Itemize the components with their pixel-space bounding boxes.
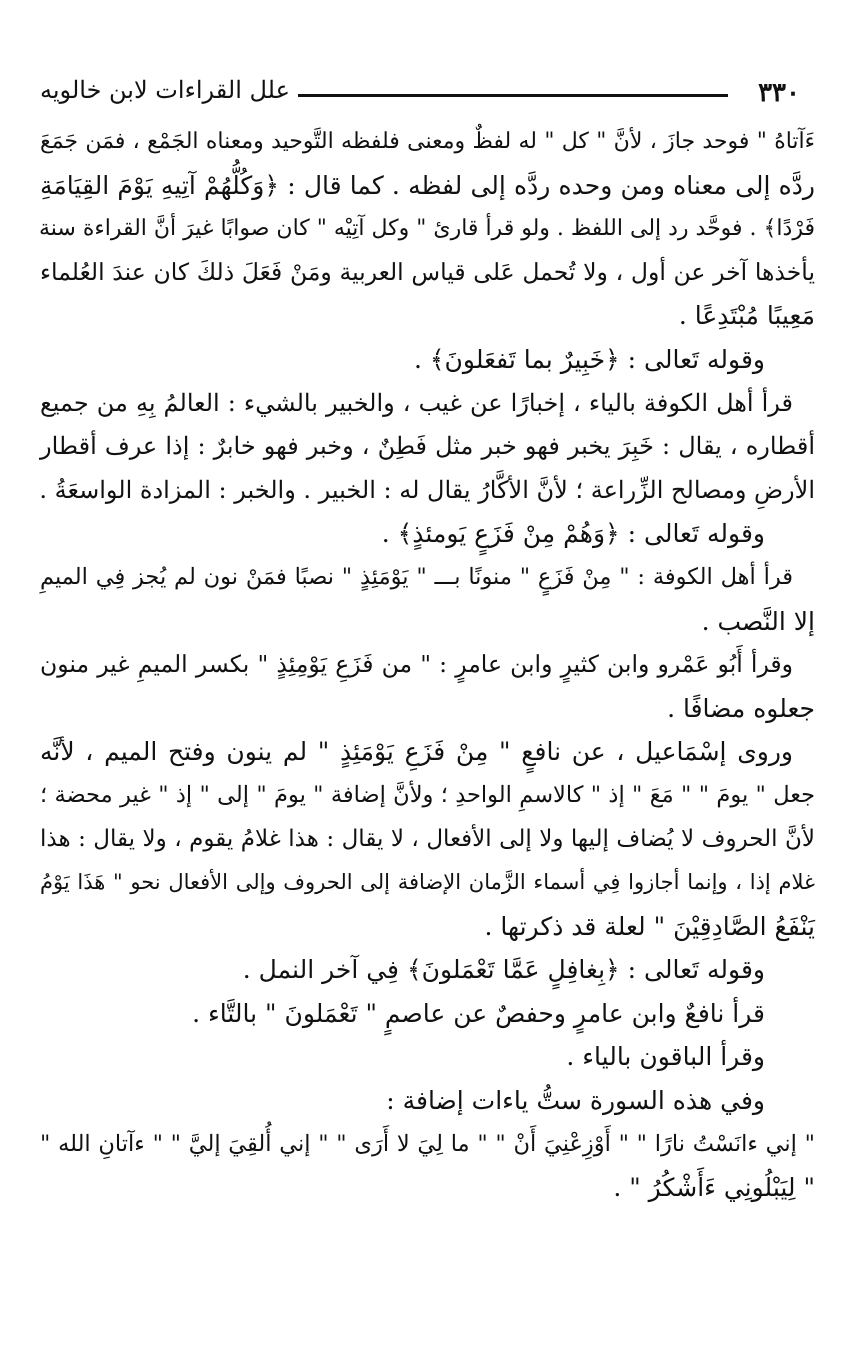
- text-line: " لِيَبْلُونِي ءَأَشْكُرُ " .: [613, 1173, 815, 1203]
- text-line: لأنَّ الحروف لا يُضاف إليها ولا إلى الأفعال ، لا يقال : هذا غلامُ يقوم ، ولا يقال : هذا: [40, 825, 815, 852]
- text-line: قرأ أهل الكوفة بالياء ، إخبارًا عن غيب ، والخبير بالشيء : العالمُ بِهِ من جميع: [40, 388, 793, 417]
- text-line: وقوله تَعالى : ﴿بِغافِلٍ عَمَّا تَعْمَلونَ﴾ فِي آخر النمل .: [242, 955, 765, 985]
- text-line: " إني ءانَسْتُ نارًا " " أَوْزِعْنِيَ أَنْ " " ما لِيَ لا أَرَى " " إني أُلقِيَ إليَّ " " ءآتانِ الله ": [40, 1130, 815, 1157]
- text-line: أقطاره ، يقال : خَبِرَ يخبر فهو خبر مثل فَطِنٌ ، وخبر فهو خابرٌ : إذا عرف أقطار: [40, 432, 815, 461]
- text-line: الأرضِ ومصالح الزِّراعة ؛ لأنَّ الأكَّارُ يقال له : الخبير . والخبر : المزادة الواسعَةُ .: [39, 475, 815, 504]
- book-title: علل القراءات لابن خالويه: [40, 76, 290, 104]
- text-line: إلا النَّصب .: [701, 606, 815, 636]
- text-line: وروى إسْمَاعيل ، عن نافعٍ " مِنْ فَزَعِ يَوْمَئِذٍ " لم ينون وفتح الميم ، لأنَّه: [40, 737, 793, 767]
- text-line: وقرأ الباقون بالياء .: [566, 1042, 765, 1072]
- page-number: ٣٣٠: [758, 78, 800, 108]
- text-line: قرأ أهل الكوفة : " مِنْ فَزَعٍ " منونًا بـــ " يَوْمَئِذٍ " نصبًا فمَنْ نون لم يُجز فِي الميمِ: [40, 563, 793, 590]
- text-line: فَرْدًا﴾ . فوحَّد رد إلى اللفظ . ولو قرأ قارئ " وكل آتِيْه " كان صوابًا غيرَ أنَّ القراءة سنة: [38, 216, 815, 242]
- text-line: يَنْفَعُ الصَّادِقِيْنَ " لعلة قد ذكرتها .: [484, 911, 815, 941]
- text-line: قرأ نافعٌ وابن عامرٍ وحفصٌ عن عاصمٍ " تَعْمَلونَ " بالتَّاء .: [192, 998, 765, 1028]
- text-line: مَعِيبًا مُبْتَدِعًا .: [678, 301, 815, 331]
- text-line: يأخذها آخر عن أول ، ولا تُحمل عَلى قياس العربية ومَنْ فَعَلَ ذلكَ كان عندَ العُلماء: [40, 257, 815, 286]
- text-line: ردَّه إلى معناه ومن وحده ردَّه إلى لفظه . كما قال : ﴿وَكُلُّهُمْ آتِيهِ يَوْمَ القِيَامَةِ: [40, 170, 815, 200]
- text-line: جعلوه مضافًا .: [667, 693, 815, 723]
- text-line: وقوله تَعالى : ﴿وَهُمْ مِنْ فَزَعٍ يَومئذٍ﴾ .: [381, 519, 765, 549]
- page-header: [40, 72, 800, 112]
- text-line: وفي هذه السورة ستُّ ياءات إضافة :: [386, 1086, 765, 1116]
- text-line: وقوله تَعالى : ﴿خَبِيرٌ بما تَفعَلونَ﴾ .: [414, 344, 765, 374]
- body-text: [40, 120, 815, 1210]
- text-line: ءَآتاهُ " فوحد جازَ ، لأنَّ " كل " له لفظٌ ومعنى فلفظه التَّوحيد ومعناه الجَمْع ، فمَن جَمَعَ: [40, 129, 816, 154]
- text-line: غلام إذا ، وإنما أجازوا فِي أسماء الزَّمان الإضافة إلى الحروف وإلى الأفعال نحو " هَذَا يَوْمُ: [40, 870, 815, 895]
- text-line: جعل " يومَ " " مَعَ " إذ " كالاسمِ الواحدِ ؛ ولأنَّ إضافة " يومَ " إلى " إذ " غير محضة ؛: [40, 781, 815, 808]
- header-rule: [298, 94, 728, 97]
- text-line: وقرأ أَبُو عَمْرو وابن كثيرٍ وابن عامرٍ : " من فَزَعِ يَوْمِئِذٍ " بكسر الميمِ غير منون: [40, 650, 793, 679]
